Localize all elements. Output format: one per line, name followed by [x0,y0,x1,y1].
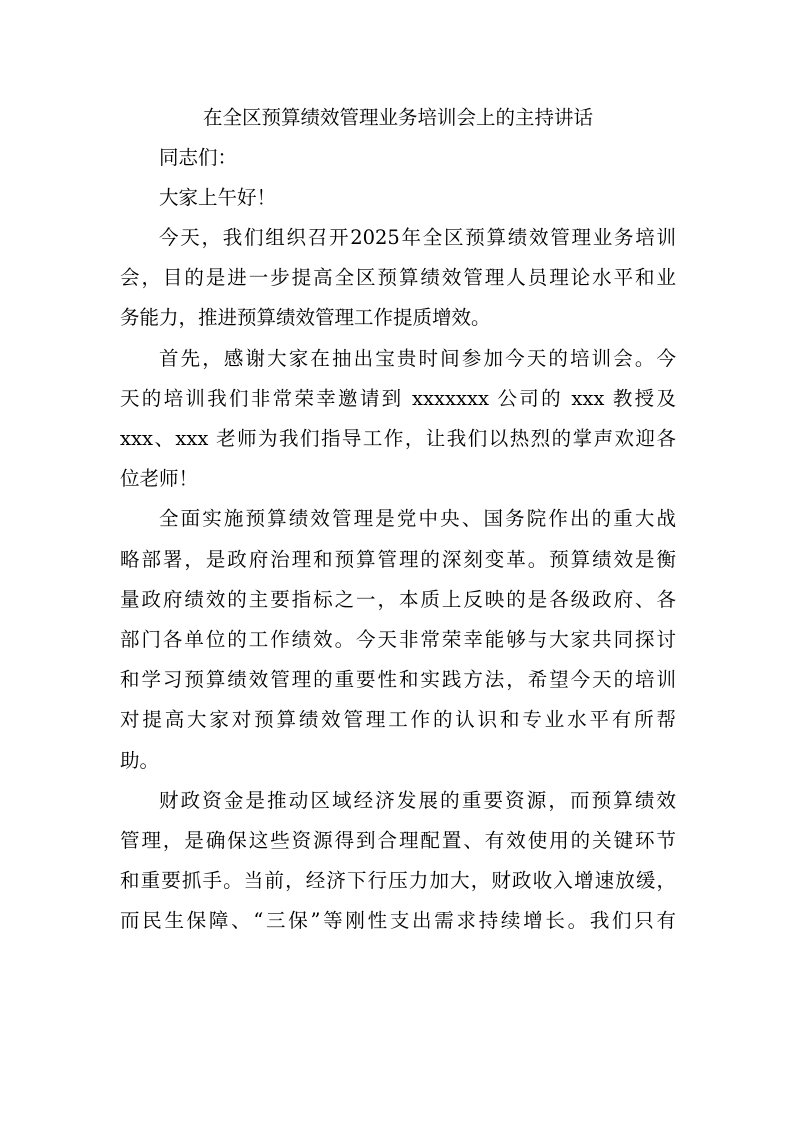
salutation: 同志们： [159,146,238,169]
paragraph-line: 部门各单位的工作绩效。今天非常荣幸能够与大家共同探讨 [120,628,676,652]
paragraph-line: 对提高大家对预算绩效管理工作的认识和专业水平有所帮 [120,708,676,732]
paragraph-line: 今天，我们组织召开2025年全区预算绩效管理业务培训 [159,226,676,249]
paragraph-line: 和学习预算绩效管理的重要性和实践方法，希望今天的培训 [120,668,676,692]
paragraph-line: 天的培训我们非常荣幸邀请到 xxxxxxx 公司的 xxx 教授及 [120,386,676,410]
paragraph-significance [120,499,676,780]
paragraph-line: 会，目的是进一步提高全区预算绩效管理人员理论水平和业 [120,266,676,290]
paragraph-line: 略部署，是政府治理和预算管理的深刻变革。预算绩效是衡 [120,547,676,571]
paragraph-line: 位老师！ [120,467,199,491]
paragraph-line: 全面实施预算绩效管理是党中央、国务院作出的重大战 [159,507,676,531]
paragraph-line: 而民生保障、“三保”等刚性支出需求持续增长。我们只有 [120,909,676,933]
paragraph-line: 和重要抓手。当前，经济下行压力加大，财政收入增速放缓， [120,869,676,893]
paragraph-line: 量政府绩效的主要指标之一，本质上反映的是各级政府、各 [120,587,676,611]
paragraph-thanks [120,339,676,500]
paragraph-line: xxx、xxx 老师为我们指导工作，让我们以热烈的掌声欢迎各 [120,427,676,451]
paragraph-line: 务能力，推进预算绩效管理工作提质增效。 [120,306,491,330]
paragraph-intro [120,218,676,339]
document-body [120,98,676,942]
paragraph-line: 财政资金是推动区域经济发展的重要资源，而预算绩效 [159,788,676,812]
paragraph-line: 管理，是确保这些资源得到合理配置、有效使用的关键环节 [120,829,676,853]
greeting: 大家上午好！ [159,186,277,209]
paragraph-line: 首先，感谢大家在抽出宝贵时间参加今天的培训会。今 [159,346,676,370]
document-title: 在全区预算绩效管理业务培训会上的主持讲话 [202,106,593,129]
paragraph-line: 助。 [120,748,160,772]
paragraph-finance [120,781,676,942]
